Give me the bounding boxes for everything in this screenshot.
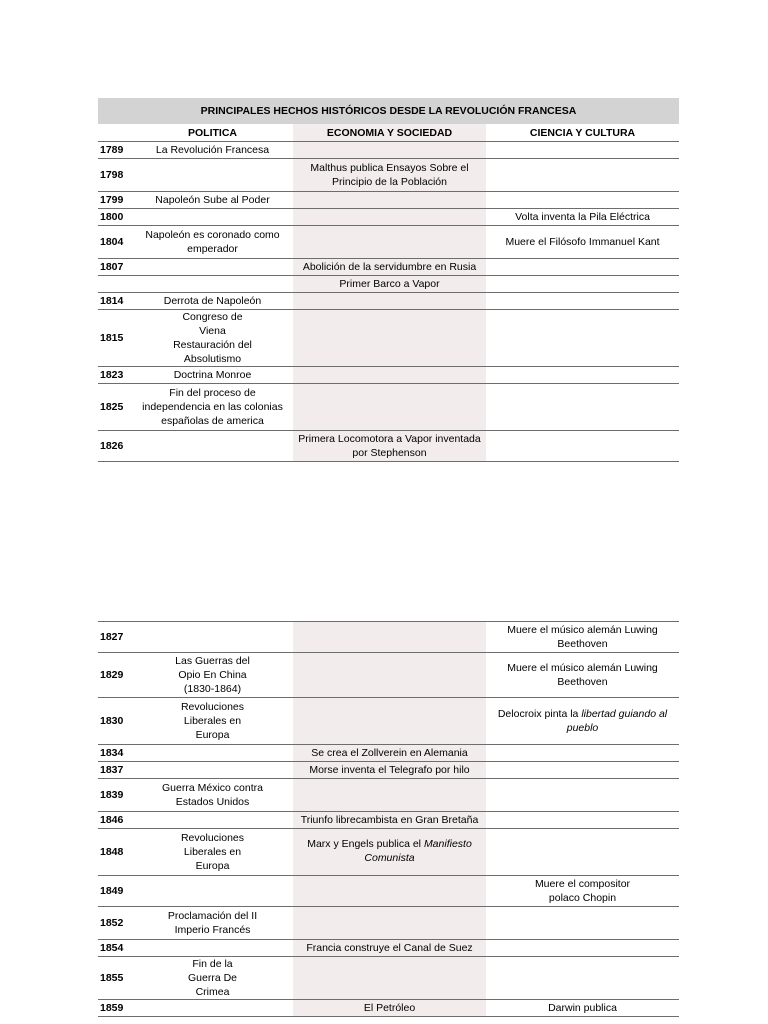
- table-row: [98, 192, 679, 209]
- row-economia: [293, 779, 486, 812]
- row-economia: [293, 310, 486, 367]
- row-economia: [293, 367, 486, 384]
- header-economia: ECONOMIA Y SOCIEDAD: [293, 124, 486, 142]
- row-year: 1804: [98, 226, 132, 259]
- row-economia: [293, 622, 486, 653]
- row-year: 1827: [98, 622, 132, 653]
- row-economia: [293, 698, 486, 745]
- table-row: [98, 159, 679, 192]
- row-economia: [293, 907, 486, 940]
- table-row: [98, 698, 679, 745]
- row-year: 1799: [98, 192, 132, 209]
- row-ciencia: [486, 367, 679, 384]
- row-politica: Revoluciones Liberales en Europa: [132, 698, 293, 745]
- row-politica: Napoleón es coronado como emperador: [132, 226, 293, 259]
- row-politica: [132, 259, 293, 276]
- table-row: [98, 762, 679, 779]
- row-politica: [132, 745, 293, 762]
- table-row: [98, 209, 679, 226]
- table-row: [98, 431, 679, 462]
- row-economia: [293, 226, 486, 259]
- column-header-row: [98, 124, 679, 142]
- row-politica: [132, 1000, 293, 1017]
- row-economia: [293, 653, 486, 698]
- table-row: [98, 812, 679, 829]
- row-ciencia: [486, 940, 679, 957]
- row-year: 1855: [98, 957, 132, 1000]
- row-economia: [293, 876, 486, 907]
- row-politica: [132, 622, 293, 653]
- table-row: [98, 653, 679, 698]
- row-ciencia: [486, 384, 679, 431]
- economia-book-title: Manifiesto Comunista: [364, 838, 472, 864]
- row-politica: Proclamación del II Imperio Francés: [132, 907, 293, 940]
- row-year: 1798: [98, 159, 132, 192]
- row-ciencia: [486, 762, 679, 779]
- row-politica: [132, 812, 293, 829]
- row-ciencia: [486, 142, 679, 159]
- row-politica: Doctrina Monroe: [132, 367, 293, 384]
- header-ciencia: CIENCIA Y CULTURA: [486, 124, 679, 142]
- row-politica: [132, 940, 293, 957]
- row-economia: Morse inventa el Telegrafo por hilo: [293, 762, 486, 779]
- row-politica: Fin de la Guerra De Crimea: [132, 957, 293, 1000]
- row-politica: Napoleón Sube al Poder: [132, 192, 293, 209]
- row-ciencia: [486, 276, 679, 293]
- table-row: [98, 142, 679, 159]
- events-table-part-1: [98, 98, 679, 462]
- row-year: 1829: [98, 653, 132, 698]
- row-politica: [132, 276, 293, 293]
- row-politica: La Revolución Francesa: [132, 142, 293, 159]
- row-politica: Derrota de Napoleón: [132, 293, 293, 310]
- row-economia: Se crea el Zollverein en Alemania: [293, 745, 486, 762]
- row-economia: Francia construye el Canal de Suez: [293, 940, 486, 957]
- row-politica: Fin del proceso de independencia en las colonias españolas de america: [132, 384, 293, 431]
- row-year: 1852: [98, 907, 132, 940]
- table-row: [98, 259, 679, 276]
- row-ciencia: Muere el compositor polaco Chopin: [486, 876, 679, 907]
- header-politica: POLITICA: [132, 124, 293, 142]
- row-politica: [132, 876, 293, 907]
- row-economia: [293, 192, 486, 209]
- row-year: 1849: [98, 876, 132, 907]
- row-economia: Malthus publica Ensayos Sobre el Principio de la Población: [293, 159, 486, 192]
- table-row: [98, 957, 679, 1000]
- row-year: 1825: [98, 384, 132, 431]
- table-row: [98, 907, 679, 940]
- row-economia: Primer Barco a Vapor: [293, 276, 486, 293]
- row-politica: Congreso de Viena Restauración del Absolutismo: [132, 310, 293, 367]
- row-economia: [293, 142, 486, 159]
- row-politica: Revoluciones Liberales en Europa: [132, 829, 293, 876]
- table-row: [98, 940, 679, 957]
- row-year: 1848: [98, 829, 132, 876]
- row-year: 1789: [98, 142, 132, 159]
- row-economia: Primera Locomotora a Vapor inventada por Stephenson: [293, 431, 486, 462]
- row-ciencia: [486, 192, 679, 209]
- row-economia: [293, 384, 486, 431]
- row-year: [98, 276, 132, 293]
- ciencia-text: Delocroix pinta la: [497, 708, 582, 720]
- row-economia: [293, 957, 486, 1000]
- row-ciencia: [486, 259, 679, 276]
- row-ciencia: [486, 293, 679, 310]
- row-year: 1815: [98, 310, 132, 367]
- row-year: 1826: [98, 431, 132, 462]
- row-ciencia: [486, 812, 679, 829]
- table-row: [98, 367, 679, 384]
- row-ciencia: [486, 829, 679, 876]
- table-row: [98, 829, 679, 876]
- table-row: [98, 745, 679, 762]
- row-economia: [293, 209, 486, 226]
- row-ciencia: Volta inventa la Pila Eléctrica: [486, 209, 679, 226]
- row-year: 1846: [98, 812, 132, 829]
- row-year: 1807: [98, 259, 132, 276]
- row-year: 1800: [98, 209, 132, 226]
- table-row: [98, 876, 679, 907]
- row-year: 1839: [98, 779, 132, 812]
- row-economia: [293, 293, 486, 310]
- row-ciencia: [486, 159, 679, 192]
- table-row: [98, 779, 679, 812]
- row-politica: [132, 209, 293, 226]
- row-year: 1823: [98, 367, 132, 384]
- row-year: 1830: [98, 698, 132, 745]
- table-title-row: [98, 98, 679, 124]
- table-row: [98, 276, 679, 293]
- economia-text: Marx y Engels publica el: [307, 838, 424, 850]
- table-row: [98, 310, 679, 367]
- table-row: [98, 384, 679, 431]
- row-economia: Triunfo librecambista en Gran Bretaña: [293, 812, 486, 829]
- table-title: PRINCIPALES HECHOS HISTÓRICOS DESDE LA REVOLUCIÓN FRANCESA: [98, 98, 679, 124]
- table-row: [98, 622, 679, 653]
- header-year: [98, 124, 132, 142]
- row-politica: Guerra México contra Estados Unidos: [132, 779, 293, 812]
- row-year: 1814: [98, 293, 132, 310]
- row-economia: [293, 829, 486, 876]
- ciencia-artwork-title: libertad guiando al pueblo: [566, 708, 668, 734]
- row-ciencia: [486, 431, 679, 462]
- row-politica: [132, 762, 293, 779]
- row-politica: [132, 431, 293, 462]
- row-ciencia: Muere el músico alemán Luwing Beethoven: [486, 622, 679, 653]
- row-ciencia: [486, 310, 679, 367]
- row-ciencia: [486, 698, 679, 745]
- row-ciencia: [486, 745, 679, 762]
- row-ciencia: [486, 957, 679, 1000]
- row-economia: El Petróleo: [293, 1000, 486, 1017]
- row-economia: Abolición de la servidumbre en Rusia: [293, 259, 486, 276]
- row-ciencia: [486, 907, 679, 940]
- row-ciencia: Muere el Filósofo Immanuel Kant: [486, 226, 679, 259]
- row-year: 1837: [98, 762, 132, 779]
- row-ciencia: [486, 779, 679, 812]
- table-row: [98, 293, 679, 310]
- row-ciencia: Muere el músico alemán Luwing Beethoven: [486, 653, 679, 698]
- events-table-part-2: [98, 621, 679, 1017]
- row-politica: [132, 159, 293, 192]
- table-row: [98, 226, 679, 259]
- row-ciencia: Darwin publica: [486, 1000, 679, 1017]
- table-row: [98, 1000, 679, 1017]
- row-year: 1859: [98, 1000, 132, 1017]
- row-year: 1854: [98, 940, 132, 957]
- row-politica: Las Guerras del Opio En China (1830-1864): [132, 653, 293, 698]
- row-year: 1834: [98, 745, 132, 762]
